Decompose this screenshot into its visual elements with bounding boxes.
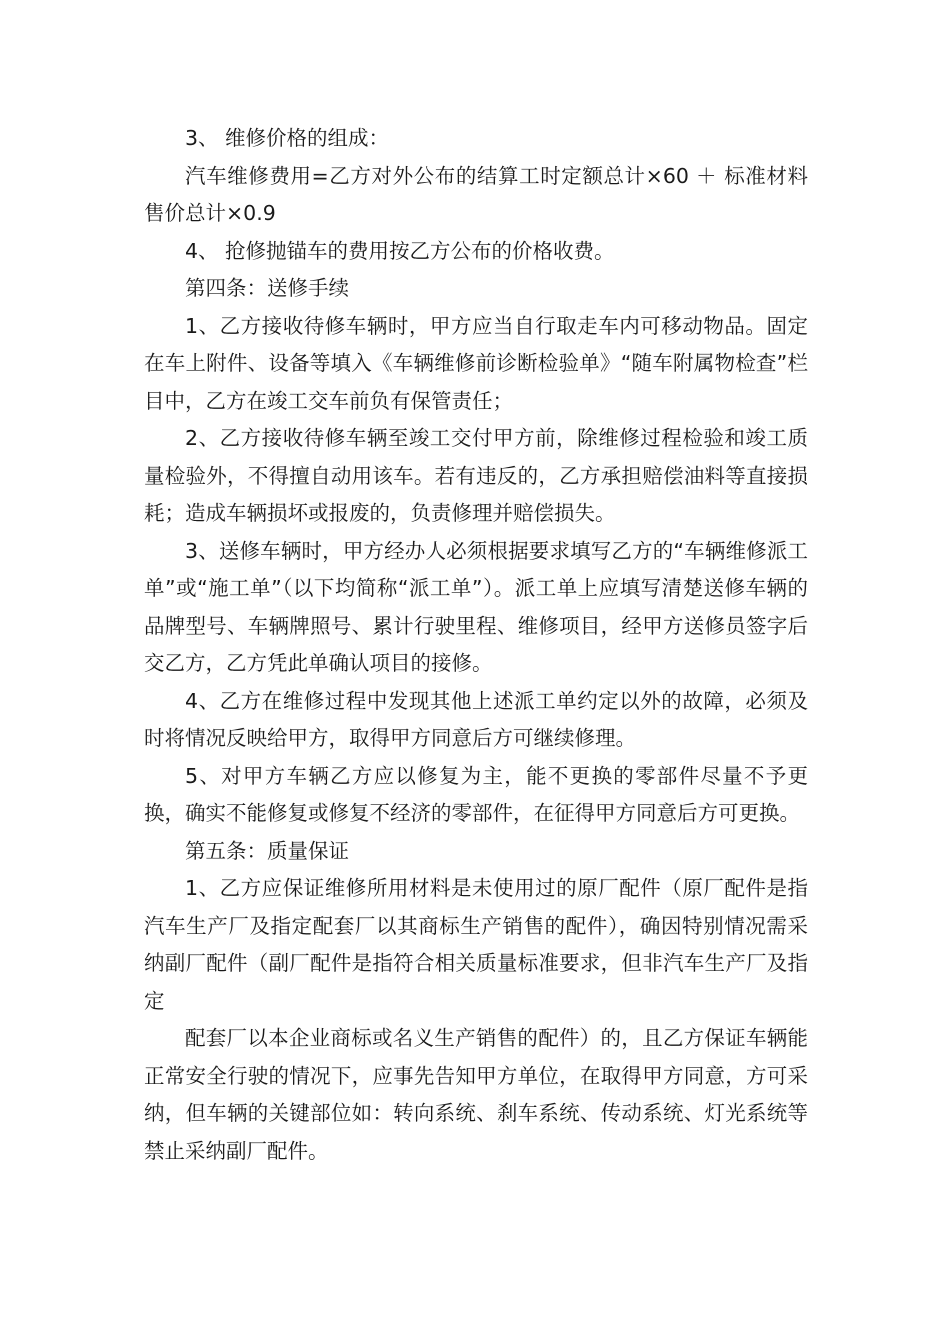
section-heading-article-4: 第四条：送修手续	[185, 276, 349, 300]
paragraph-article-4-item-1: 1、乙方接收待修车辆时，甲方应当自行取走车内可移动物品。固定在车上附件、设备等填入《车辆维修前诊断检验单》“随车附属物检查”栏目中，乙方在竣工交车前负有保管责任；	[144, 313, 808, 413]
paragraph-article-4-item-4: 4、乙方在维修过程中发现其他上述派工单约定以外的故障，必须及时将情况反映给甲方，取得甲方同意后方可继续修理。	[144, 688, 808, 750]
section-heading-article-5: 第五条：质量保证	[185, 838, 349, 863]
paragraph-article-5-item-1: 1、乙方应保证维修所用材料是未使用过的原厂配件（原厂配件是指汽车生产厂及指定配套厂以其商标生产销售的配件），确因特别情况需采纳副厂配件（副厂配件是指符合相关质量标准要求，但非汽车生产厂及指定	[144, 876, 808, 1013]
paragraph-article-4-item-2: 2、乙方接收待修车辆至竣工交付甲方前，除维修过程检验和竣工质量检验外，不得擅自动用该车。若有违反的，乙方承担赔偿油料等直接损耗；造成车辆损坏或报废的，负责修理并赔偿损失。	[144, 426, 808, 525]
paragraph-price-composition-heading: 3、 维修价格的组成：	[185, 126, 390, 150]
paragraph-article-5-item-1-continued: 配套厂以本企业商标或名义生产销售的配件）的，且乙方保证车辆能正常安全行驶的情况下，应事先告知甲方单位，在取得甲方同意，方可采纳，但车辆的关键部位如：转向系统、刹车系统、传动系统、灯光系统等禁止采纳副厂配件。	[144, 1026, 808, 1163]
paragraph-repair-cost-formula: 汽车维修费用=乙方对外公布的结算工时定额总计×60 ＋ 标准材料售价总计×0.9	[144, 163, 808, 225]
paragraph-breakdown-fee: 4、 抢修抛锚车的费用按乙方公布的价格收费。	[185, 238, 615, 263]
paragraph-article-4-item-5: 5、对甲方车辆乙方应以修复为主，能不更换的零部件尽量不予更换，确实不能修复或修复不经济的零部件，在征得甲方同意后方可更换。	[144, 763, 808, 825]
paragraph-article-4-item-3: 3、送修车辆时，甲方经办人必须根据要求填写乙方的“车辆维修派工单”或“施工单”（以下均简称“派工单”）。派工单上应填写清楚送修车辆的品牌型号、车辆牌照号、累计行驶里程、维修项目，经甲方送修员签字后交乙方，乙方凭此单确认项目的接修。	[144, 538, 808, 675]
document-body	[144, 120, 808, 1170]
